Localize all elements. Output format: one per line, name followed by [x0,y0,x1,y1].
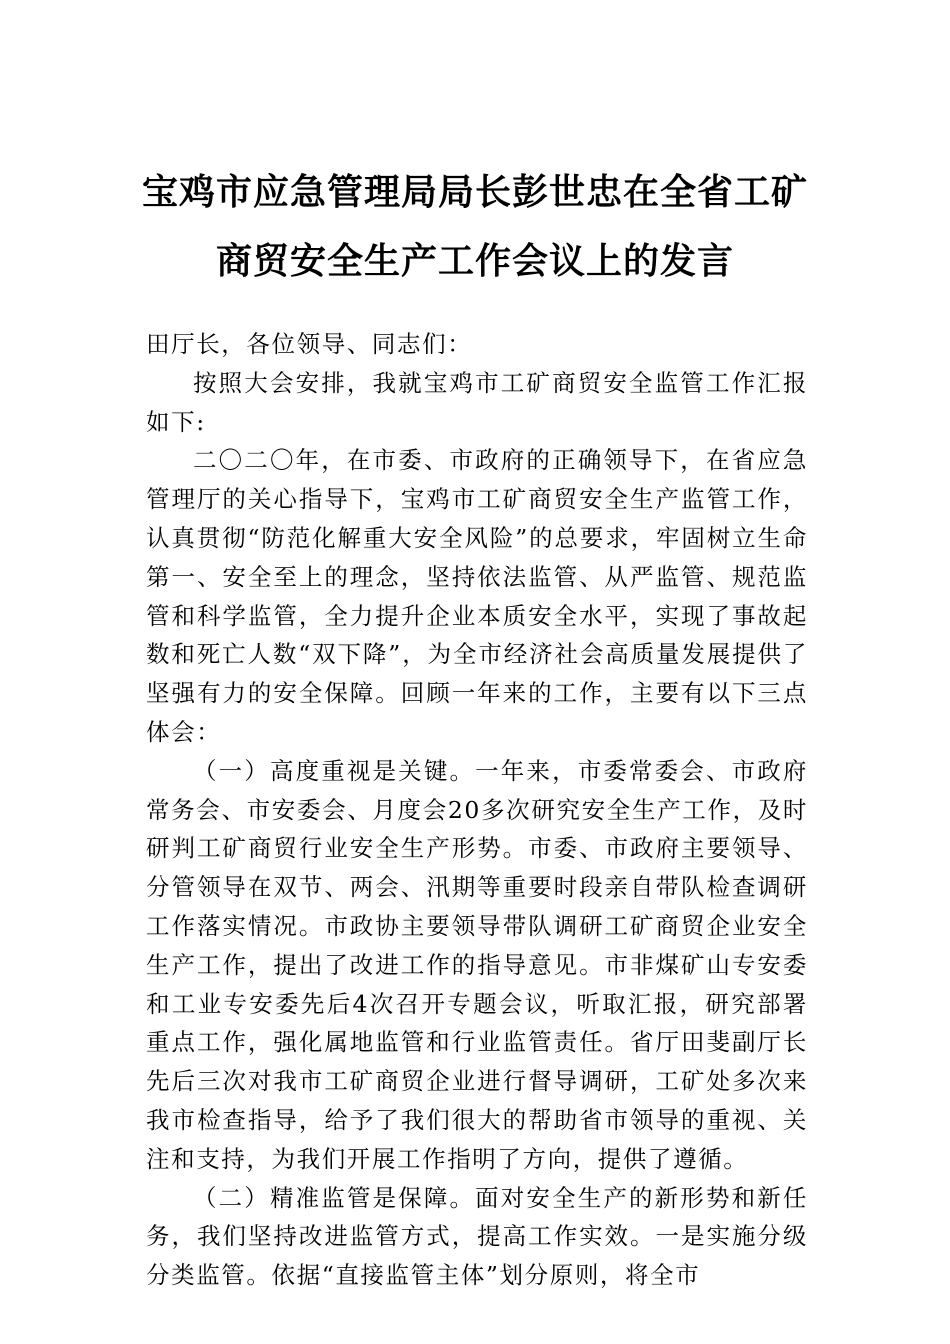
salutation: 田厅长，各位领导、同志们： [146,330,473,358]
paragraph-overview: 二〇二〇年，在市委、市政府的正确领导下，在省应急管理厅的关心指导下，宝鸡市工矿商贸安全生产监管工作，认真贯彻“防范化解重大安全风险”的总要求，牢固树立生命第一、安全至上的理念，坚持依法监管、从严监管、规范监管和科学监管，全力提升企业本质安全水平，实现了事故起数和死亡人数“双下降”，为全市经济社会高质量发展提供了坚强有力的安全保障。回顾一年来的工作，主要有以下三点体会： [146,446,808,746]
document-body [146,325,808,1295]
paragraph-section-2: （二）精准监管是保障。面对安全生产的新形势和新任务，我们坚持改进监管方式，提高工作实效。一是实施分级分类监管。依据“直接监管主体”划分原则，将全市 [146,1183,808,1290]
paragraph-section-1: （一）高度重视是关键。一年来，市委常委会、市政府常务会、市安委会、月度会20多次研究安全生产工作，及时研判工矿商贸行业安全生产形势。市委、市政府主要领导、分管领导在双节、两会、汛期等重要时段亲自带队检查调研工作落实情况。市政协主要领导带队调研工矿商贸企业安全生产工作，提出了改进工作的指导意见。市非煤矿山专安委和工业专安委先后4次召开专题会议，听取汇报，研究部署重点工作，强化属地监管和行业监管责任。省厅田斐副厅长先后三次对我市工矿商贸企业进行督导调研，工矿处多次来我市检查指导，给予了我们很大的帮助省市领导的重视、关注和支持，为我们开展工作指明了方向，提供了遵循。 [146,756,808,1173]
document-title-line-2: 商贸安全生产工作会议上的发言 [215,240,734,282]
document-title-line-1: 宝鸡市应急管理局局长彭世忠在全省工矿 [141,171,808,213]
paragraph-intro: 按照大会安排，我就宝鸡市工矿商贸安全监管工作汇报如下: [146,368,808,436]
